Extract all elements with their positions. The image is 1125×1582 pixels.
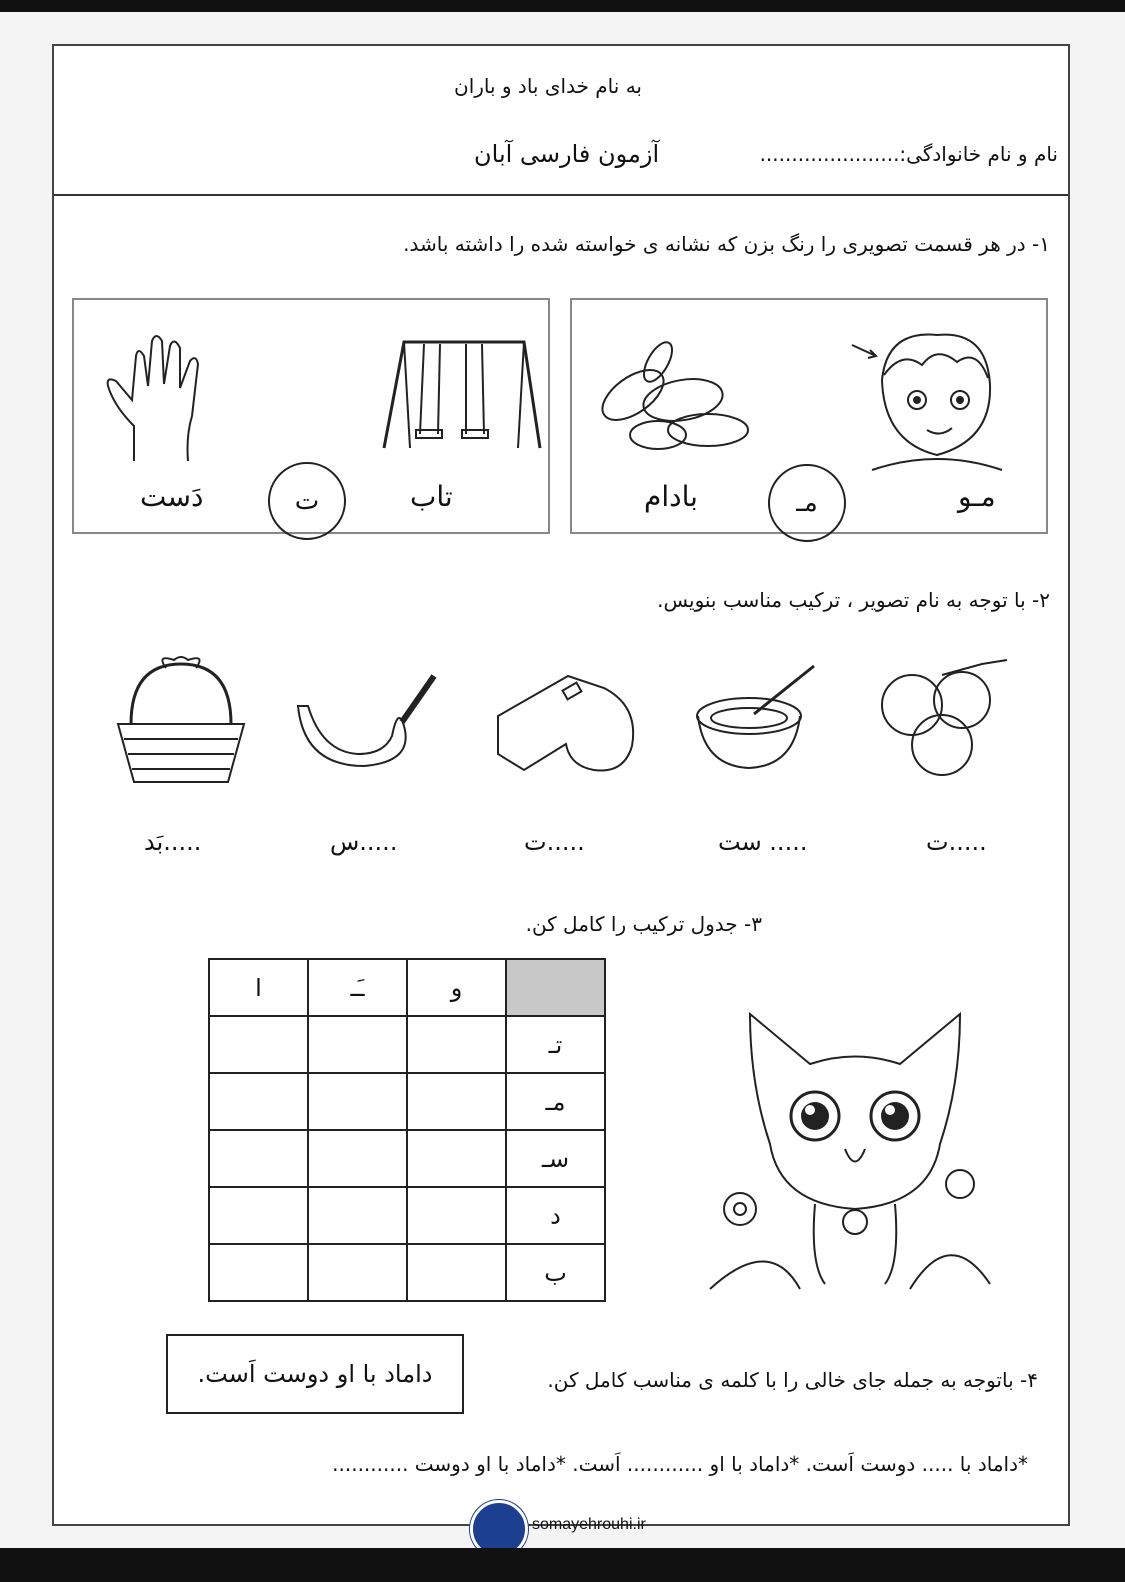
- table-blank-cell[interactable]: [407, 1187, 506, 1244]
- header-box: [54, 46, 1068, 196]
- q4-prompt: ۴- باتوجه به جمله جای خالی را با کلمه ی مناسب کامل کن.: [547, 1368, 1038, 1392]
- table-blank-cell[interactable]: [209, 1073, 308, 1130]
- almonds-image: [588, 340, 748, 450]
- bowl-spoon-image: [694, 666, 834, 776]
- exam-title: آزمون فارسی آبان: [474, 140, 660, 168]
- table-row: [209, 1187, 605, 1244]
- table-blank-cell[interactable]: [209, 1130, 308, 1187]
- table-row-letter: مـ: [506, 1073, 605, 1130]
- table-blank-cell[interactable]: [308, 1016, 407, 1073]
- q2-answer-3[interactable]: .....ت: [524, 828, 585, 856]
- table-blank-cell[interactable]: [407, 1130, 506, 1187]
- table-row: [209, 1244, 605, 1301]
- table-corner-cell: [506, 959, 605, 1016]
- q1-right-panel: [570, 298, 1048, 534]
- raspberry-image: [872, 660, 1012, 780]
- boy-face-image: [862, 320, 1002, 470]
- q4-sentence-box: داماد با او دوست اَست.: [166, 1334, 464, 1414]
- q1-word-tab: تاب: [410, 480, 453, 513]
- top-status-bar: [0, 0, 1125, 12]
- table-blank-cell[interactable]: [308, 1130, 407, 1187]
- sickle-image: [294, 666, 444, 776]
- bottom-nav-bar: [0, 1548, 1125, 1582]
- name-label: نام و نام خانوادگی:......................: [759, 142, 1058, 166]
- q1-letter-circle-te[interactable]: ت: [268, 462, 346, 540]
- q1-word-dast: دَست: [140, 480, 204, 513]
- table-header-row: [209, 959, 605, 1016]
- q1-word-mo: مـو: [958, 480, 996, 513]
- table-row: [209, 1016, 605, 1073]
- q2-answer-4[interactable]: .....س: [330, 828, 398, 856]
- basket-image: [116, 654, 246, 784]
- q1-word-badam: بادام: [644, 480, 698, 513]
- swing-image: [374, 338, 544, 458]
- table-blank-cell[interactable]: [209, 1187, 308, 1244]
- table-blank-cell[interactable]: [407, 1244, 506, 1301]
- table-row-letter: د: [506, 1187, 605, 1244]
- bismillah-text: به نام خدای باد و باران: [454, 74, 642, 98]
- kitten-image: [710, 994, 1000, 1294]
- site-url[interactable]: somayehrouhi.ir: [532, 1516, 646, 1533]
- q4-blank-sentences[interactable]: *داماد با ..... دوست اَست. *داماد با او ............ اَست. *داماد با او دوست ............: [332, 1452, 1028, 1476]
- table-row: [209, 1130, 605, 1187]
- whistle-image: [494, 666, 644, 776]
- combination-table: [208, 958, 606, 1302]
- table-row-letter: تـ: [506, 1016, 605, 1073]
- table-blank-cell[interactable]: [308, 1187, 407, 1244]
- table-row-letter: ب: [506, 1244, 605, 1301]
- table-blank-cell[interactable]: [209, 1244, 308, 1301]
- q2-prompt: ۲- با توجه به نام تصویر ، ترکیب مناسب بنویس.: [657, 588, 1050, 612]
- q2-answer-2[interactable]: ..... ست: [718, 828, 808, 856]
- table-row-letter: سـ: [506, 1130, 605, 1187]
- table-row: [209, 1073, 605, 1130]
- q1-left-panel: [72, 298, 550, 534]
- table-blank-cell[interactable]: [209, 1016, 308, 1073]
- q1-prompt: ۱- در هر قسمت تصویری را رنگ بزن که نشانه ی خواسته شده را داشته باشد.: [403, 232, 1050, 256]
- hand-image: [104, 326, 224, 466]
- table-header-cell: ا: [209, 959, 308, 1016]
- worksheet: [52, 44, 1070, 1526]
- table-header-cell: ـَـ: [308, 959, 407, 1016]
- footer-branding: [470, 1500, 670, 1544]
- table-blank-cell[interactable]: [407, 1073, 506, 1130]
- q3-prompt: ۳- جدول ترکیب را کامل کن.: [525, 912, 762, 936]
- table-header-cell: و: [407, 959, 506, 1016]
- q2-answer-1[interactable]: .....ت: [926, 828, 987, 856]
- table-blank-cell[interactable]: [308, 1244, 407, 1301]
- table-blank-cell[interactable]: [407, 1016, 506, 1073]
- table-blank-cell[interactable]: [308, 1073, 407, 1130]
- q2-answer-5[interactable]: .....بَد: [144, 828, 202, 856]
- q1-letter-circle-mim[interactable]: مـ: [768, 464, 846, 542]
